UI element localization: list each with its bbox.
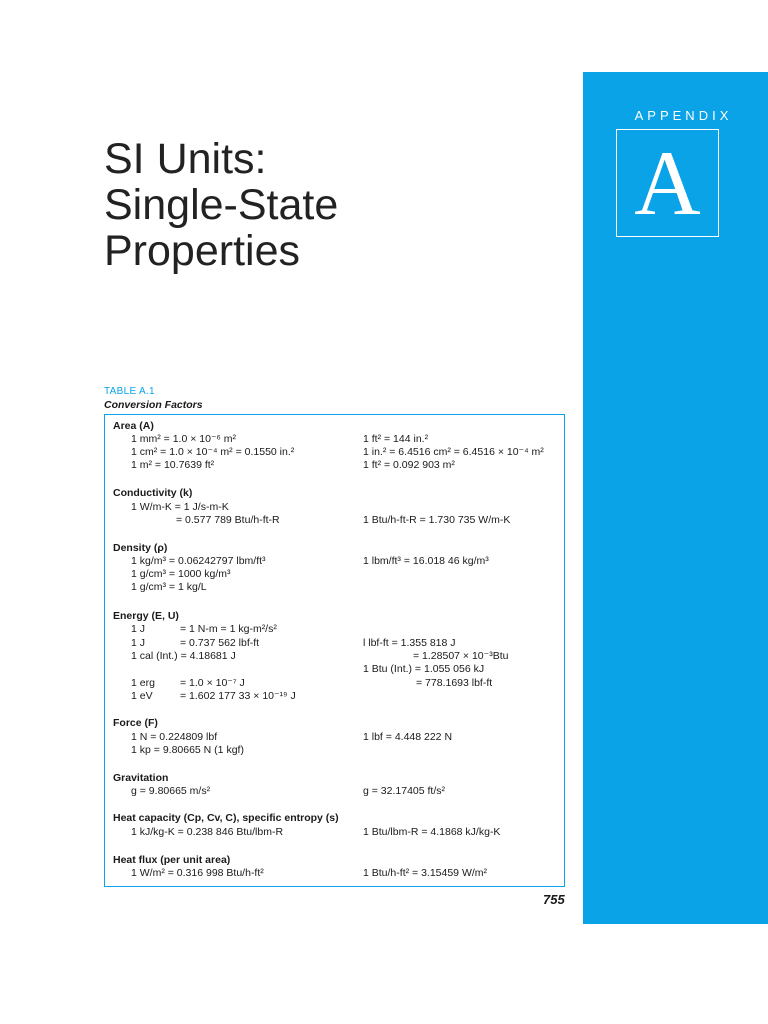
energy-left-value: = 0.737 562 lbf-ft	[180, 637, 260, 649]
page-title-line: Properties	[104, 227, 300, 275]
page-title-line: SI Units:	[104, 135, 267, 183]
heat-flux-right-row: 1 Btu/h-ft² = 3.15459 W/m²	[363, 867, 488, 879]
density-left-row: 1 g/cm³ = 1000 kg/m³	[131, 568, 231, 580]
conductivity-title: Conductivity (k)	[113, 487, 193, 499]
energy-right-row: = 1.28507 × 10⁻³Btu	[413, 650, 509, 662]
appendix-letter-box: A	[616, 129, 719, 237]
energy-right-row: l lbf-ft = 1.355 818 J	[363, 637, 456, 649]
gravitation-right-row: g = 32.17405 ft/s²	[363, 785, 446, 797]
appendix-side-band	[583, 72, 768, 924]
density-left-row: 1 g/cm³ = 1 kg/L	[131, 581, 207, 593]
table-label: TABLE A.1	[104, 386, 155, 397]
heat-capacity-left-row: 1 kJ/kg-K = 0.238 846 Btu/lbm-R	[131, 826, 284, 838]
area-left-row: 1 m² = 10.7639 ft²	[131, 459, 215, 471]
heat-capacity-right-row: 1 Btu/lbm-R = 4.1868 kJ/kg-K	[363, 826, 501, 838]
page-number: 755	[543, 892, 565, 907]
gravitation-title: Gravitation	[113, 772, 169, 784]
area-left-row: 1 cm² = 1.0 × 10⁻⁴ m² = 0.1550 in.²	[131, 446, 295, 458]
energy-title: Energy (E, U)	[113, 610, 179, 622]
area-title: Area (A)	[113, 420, 154, 432]
area-right-row: 1 in.² = 6.4516 cm² = 6.4516 × 10⁻⁴ m²	[363, 446, 544, 458]
page-title	[104, 136, 338, 274]
conductivity-right-row: 1 Btu/h-ft-R = 1.730 735 W/m-K	[363, 514, 511, 526]
energy-left-value: = 1 N-m = 1 kg-m²/s²	[180, 623, 277, 635]
density-title: Density (ρ)	[113, 542, 168, 554]
force-right-row: 1 lbf = 4.448 222 N	[363, 731, 453, 743]
appendix-label: APPENDIX	[634, 108, 733, 123]
page-title-line: Single-State	[104, 181, 339, 229]
energy-left-unit: 1 J	[131, 637, 146, 649]
energy-left-row: 1 cal (Int.) = 4.18681 J	[131, 650, 236, 662]
conductivity-left-row: 1 W/m-K = 1 J/s-m-K	[131, 501, 229, 513]
area-right-row: 1 ft² = 0.092 903 m²	[363, 459, 455, 471]
energy-left-value: = 1.602 177 33 × 10⁻¹⁹ J	[180, 690, 296, 702]
force-left-row: 1 kp = 9.80665 N (1 kgf)	[131, 744, 244, 756]
heat-flux-title: Heat flux (per unit area)	[113, 854, 231, 866]
energy-right-row: = 778.1693 lbf-ft	[416, 677, 493, 689]
gravitation-left-row: g = 9.80665 m/s²	[131, 785, 211, 797]
energy-left-unit: 1 erg	[131, 677, 155, 689]
energy-right-row: 1 Btu (Int.) = 1.055 056 kJ	[363, 663, 485, 675]
energy-left-unit: 1 eV	[131, 690, 153, 702]
conductivity-left-row: = 0.577 789 Btu/h-ft-R	[176, 514, 280, 526]
energy-left-unit: 1 J	[131, 623, 146, 635]
area-left-row: 1 mm² = 1.0 × 10⁻⁶ m²	[131, 433, 236, 445]
energy-left-value: = 1.0 × 10⁻⁷ J	[180, 677, 245, 689]
density-right-row: 1 lbm/ft³ = 16.018 46 kg/m³	[363, 555, 489, 567]
area-right-row: 1 ft² = 144 in.²	[363, 433, 429, 445]
density-left-row: 1 kg/m³ = 0.06242797 lbm/ft³	[131, 555, 266, 567]
force-left-row: 1 N = 0.224809 lbf	[131, 731, 218, 743]
heat-flux-left-row: 1 W/m² = 0.316 998 Btu/h-ft²	[131, 867, 264, 879]
table-caption: Conversion Factors	[104, 399, 203, 411]
force-title: Force (F)	[113, 717, 158, 729]
heat-capacity-title: Heat capacity (Cp, Cv, C), specific entropy (s)	[113, 812, 339, 824]
